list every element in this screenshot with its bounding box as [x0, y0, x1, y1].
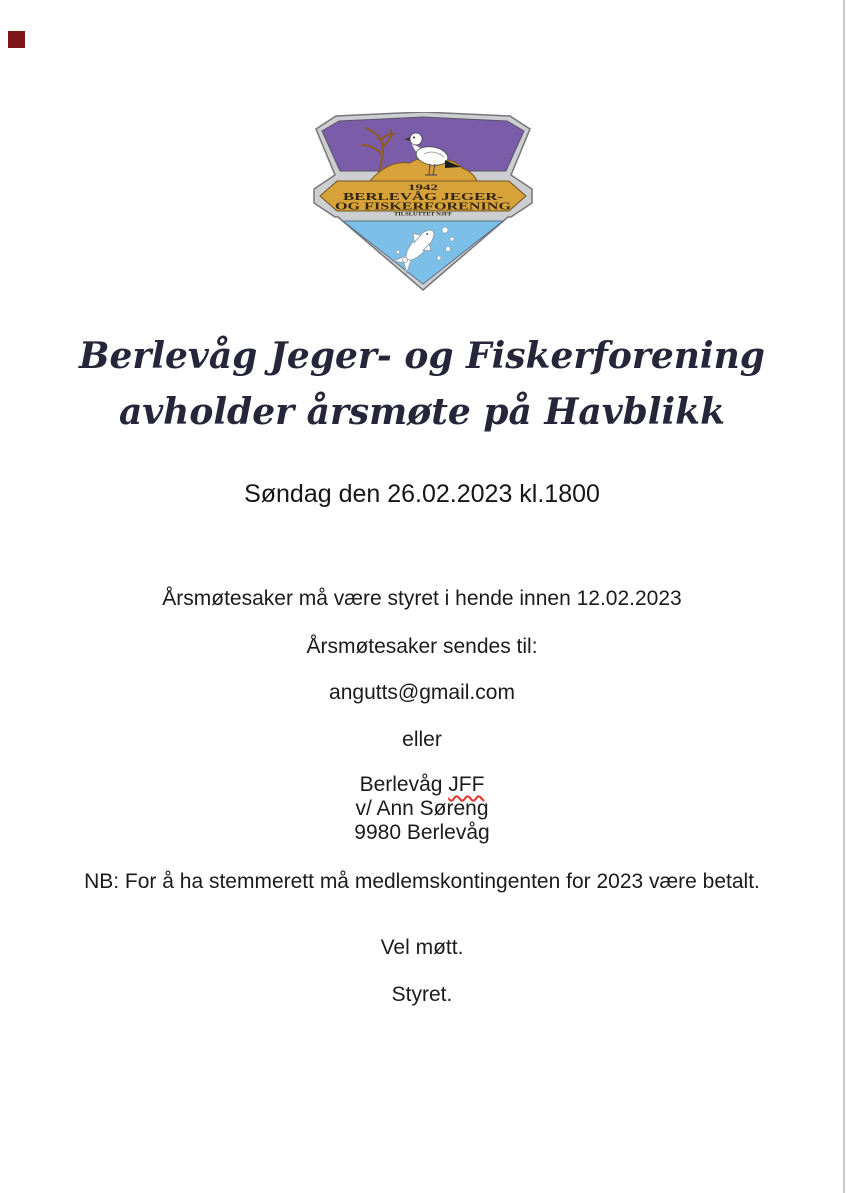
deadline-line: Årsmøtesaker må være styret i hende innen 12.02.2023: [162, 587, 682, 610]
red-marker-square: [8, 31, 25, 48]
logo-band-line3: TILSLUTTET NJFF: [394, 212, 452, 218]
club-logo-shield: [312, 112, 534, 296]
signature-line: Styret.: [391, 983, 453, 1006]
send-to-line: Årsmøtesaker sendes til:: [306, 635, 538, 658]
logo-band-line2: OG FISKERFORENING: [335, 200, 512, 213]
address-line-3: 9980 Berlevåg: [354, 821, 490, 844]
address-org-abbrev: JFF: [448, 773, 485, 796]
page-title-line-1: Berlevåg Jeger- og Fiskerforening: [79, 335, 765, 377]
closing-line: Vel møtt.: [380, 936, 464, 959]
address-line-2: v/ Ann Søreng: [355, 797, 489, 820]
club-logo: [312, 112, 534, 296]
or-line: eller: [402, 728, 442, 751]
logo-year: 1942: [408, 183, 438, 192]
address-org-prefix: Berlevåg: [359, 773, 449, 796]
logo-band-line1: BERLEVÅG JEGER-: [343, 191, 504, 203]
page-title-line-2: avholder årsmøte på Havblikk: [118, 391, 726, 433]
email-text: angutts@gmail.com: [329, 681, 515, 704]
address-line-1: [0, 773, 844, 797]
address-block: [0, 773, 844, 845]
nb-note-line: NB: For å ha stemmerett må medlemskontingenten for 2023 være betalt.: [84, 870, 760, 893]
meeting-date-line: Søndag den 26.02.2023 kl.1800: [244, 480, 600, 508]
